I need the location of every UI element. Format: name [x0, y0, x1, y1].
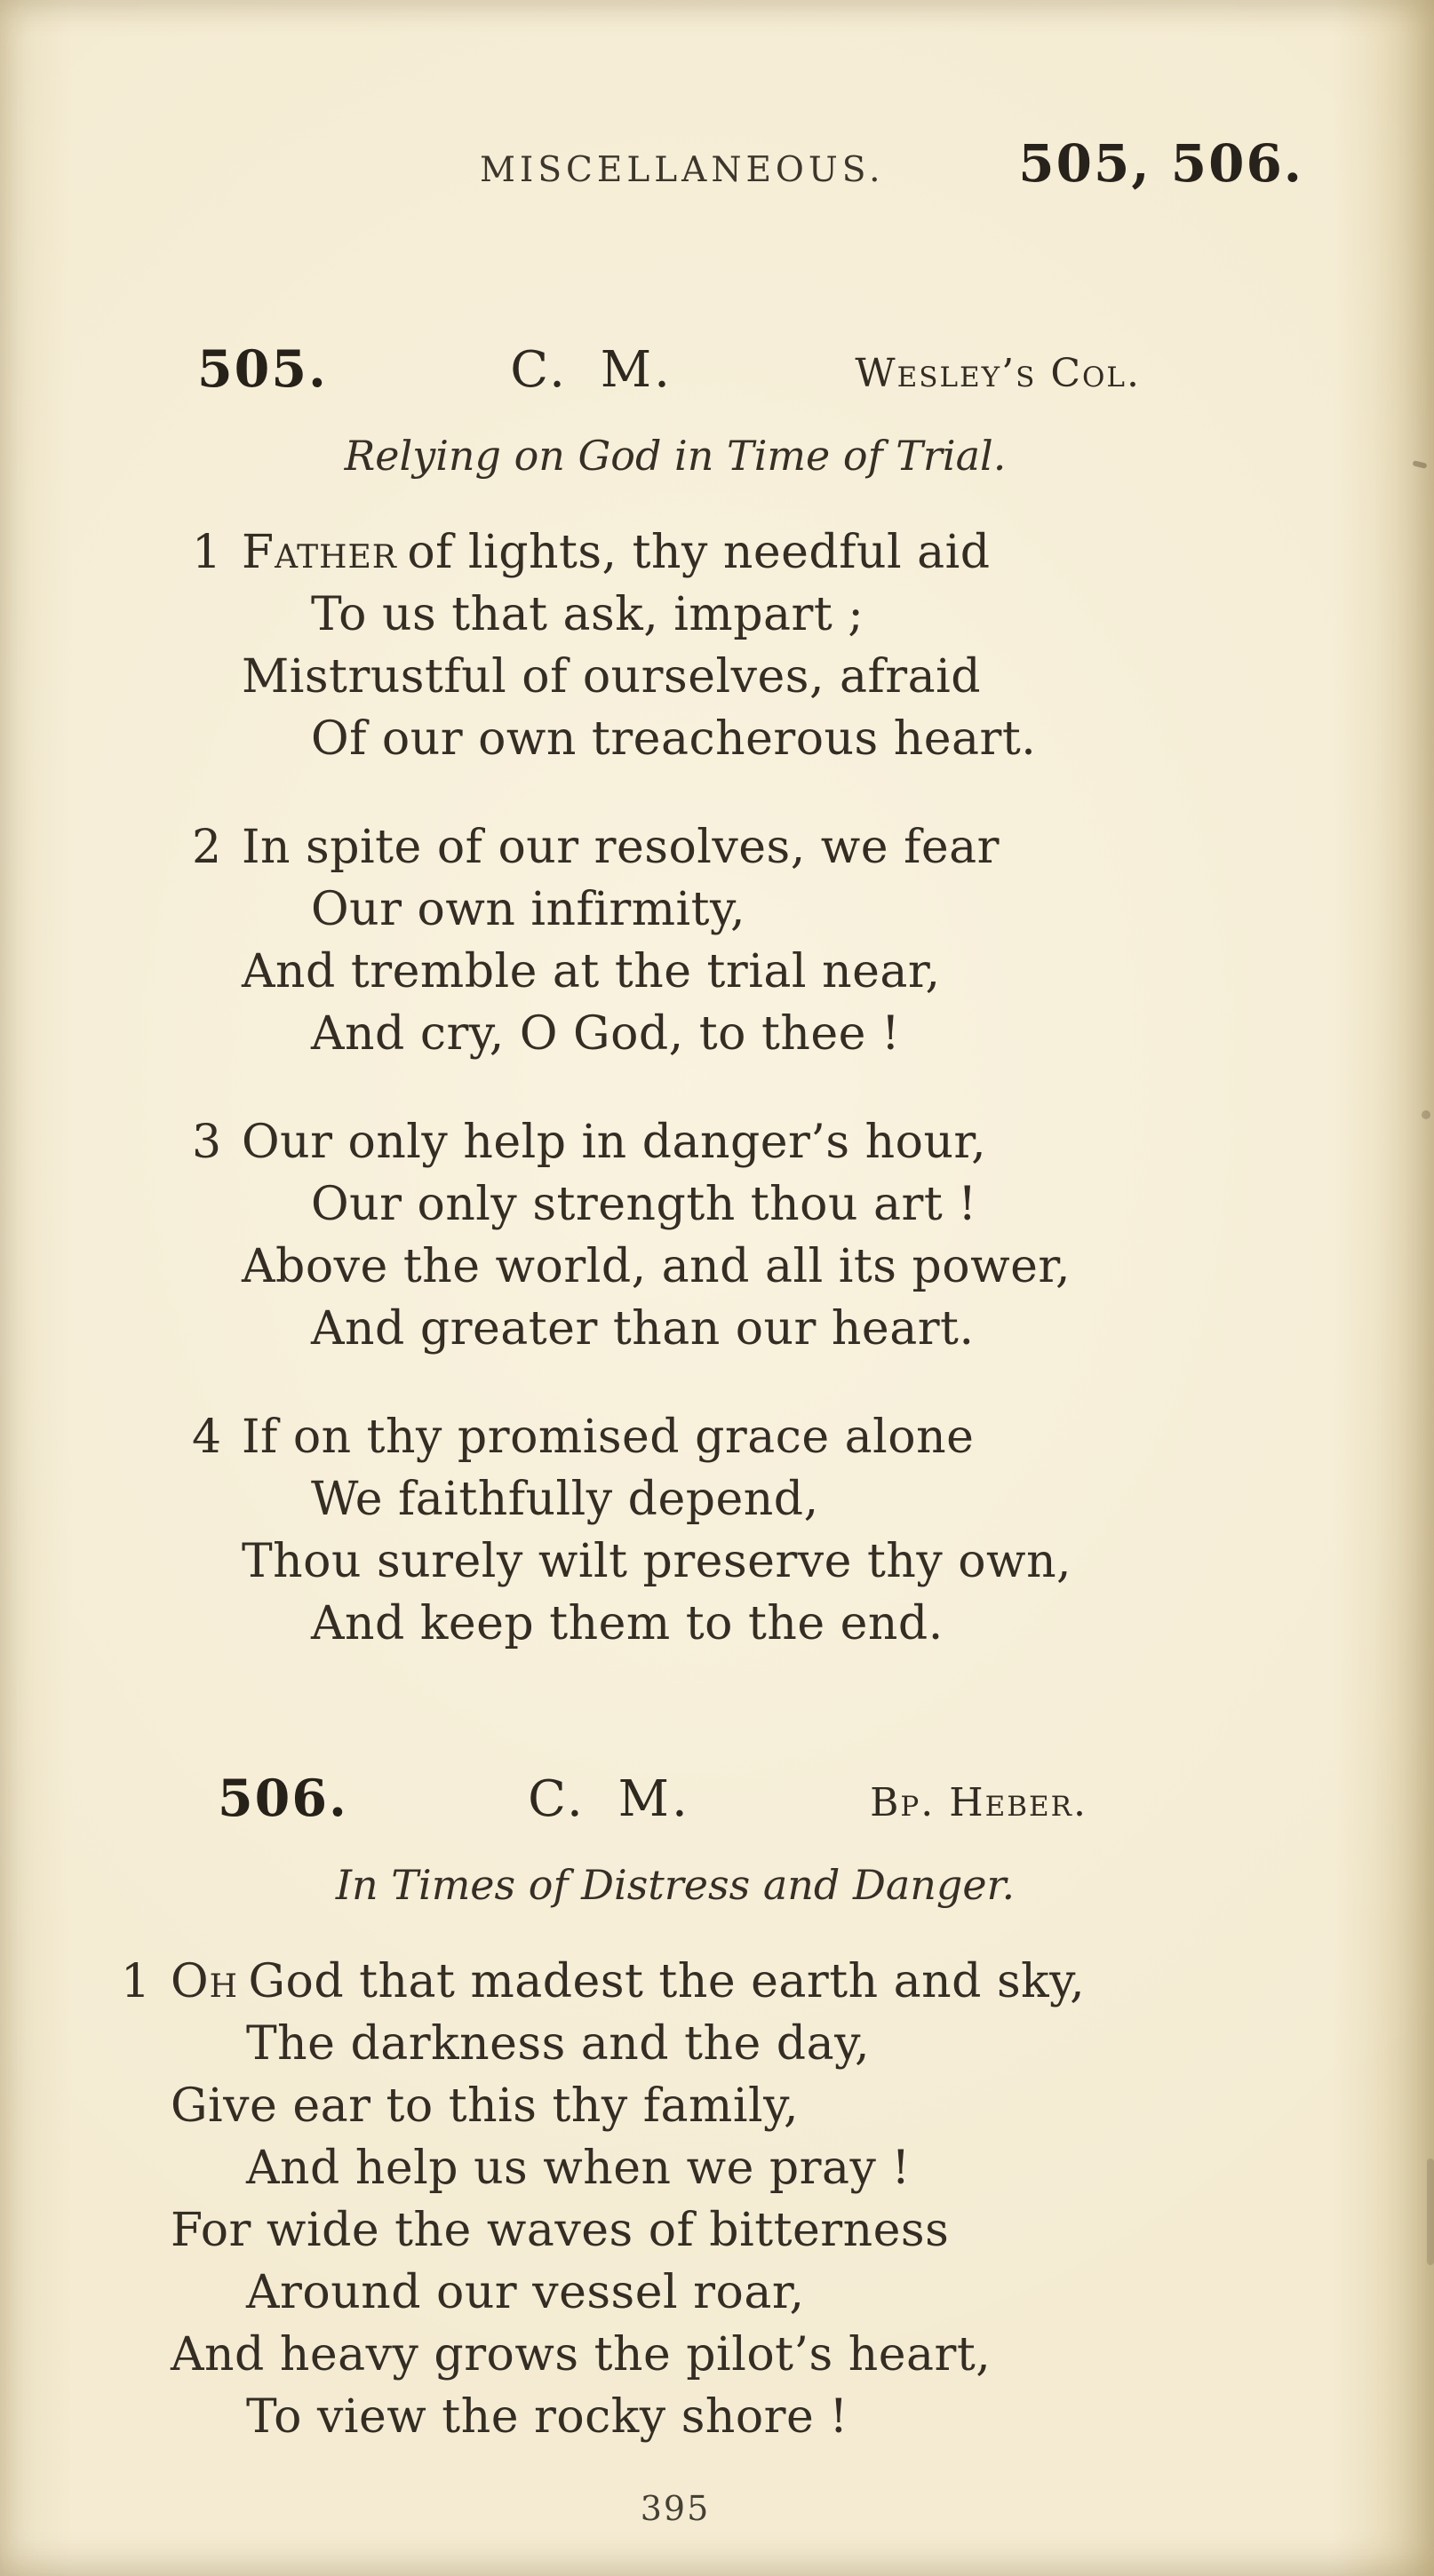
verse-line-text: Our only help in danger’s hour,	[242, 1116, 987, 1169]
verse-number: 2	[192, 821, 222, 874]
hymn-meter: C. M.	[510, 341, 673, 399]
verse-line	[192, 1406, 1434, 1468]
verse-line: And heavy grows the pilot’s heart,	[171, 2328, 992, 2381]
hymn-505-verses	[192, 521, 1434, 1655]
verse-line	[121, 1951, 1434, 2013]
hymn-506-header	[218, 1767, 1087, 1835]
verse-number: 1	[121, 1955, 151, 2008]
verse-number: 4	[192, 1411, 222, 1464]
running-header	[480, 133, 1303, 197]
verse-3	[192, 1111, 1434, 1360]
verse-line: And tremble at the trial near,	[242, 945, 941, 998]
verse-4	[192, 1406, 1434, 1655]
verse-line: And cry, O God, to thee !	[311, 1007, 901, 1061]
lead-word: Father	[242, 526, 397, 579]
verse-line: We faithfully depend,	[311, 1473, 819, 1526]
verse-1	[192, 521, 1434, 770]
hymn-506-verses	[121, 1951, 1434, 2448]
verse-line: Of our own treacherous heart.	[311, 712, 1037, 766]
verse-line-text: In spite of our resolves, we fear	[242, 821, 1000, 874]
verse-line-text: God that madest the earth and sky,	[248, 1955, 1086, 2008]
hymn-attribution: Bp. Heber.	[870, 1780, 1087, 1825]
verse-line: And keep them to the end.	[311, 1597, 944, 1650]
hymn-505-header	[197, 338, 1141, 406]
verse-line-text: of lights, thy needful aid	[407, 526, 991, 579]
verse-line: To view the rocky shore !	[246, 2390, 848, 2444]
hymn-number: 506.	[218, 1769, 348, 1828]
verse-line: Our only strength thou art !	[311, 1178, 977, 1231]
hymn-number: 505.	[197, 339, 328, 399]
verse-line	[192, 816, 1434, 879]
verse-2	[192, 816, 1434, 1065]
scan-artifact	[1422, 1110, 1430, 1119]
verse-line	[192, 1111, 1434, 1173]
verse-line: Our own infirmity,	[311, 883, 746, 936]
hymn-attribution: Wesley’s Col.	[855, 351, 1141, 396]
verse-line: Give ear to this thy family,	[171, 2079, 800, 2133]
hymn-title: Relying on God in Time of Trial.	[344, 432, 1007, 480]
verse-line: Above the world, and all its power,	[242, 1240, 1072, 1293]
verse-1	[121, 1951, 1434, 2448]
verse-line: The darkness and the day,	[246, 2017, 871, 2071]
verse-number: 1	[192, 526, 222, 579]
hymn-505	[0, 338, 1434, 1655]
verse-line: To us that ask, impart ;	[311, 588, 864, 641]
verse-line-text: If on thy promised grace alone	[242, 1411, 975, 1464]
verse-line	[192, 521, 1434, 584]
verse-line: And help us when we pray !	[246, 2142, 911, 2195]
hymn-title: In Times of Distress and Danger.	[335, 1861, 1016, 1909]
hymn-506	[0, 1767, 1434, 2448]
verse-number: 3	[192, 1116, 222, 1169]
verse-line: Around our vessel roar,	[246, 2266, 805, 2319]
verse-line: Thou surely wilt preserve thy own,	[242, 1535, 1072, 1588]
verse-line: For wide the waves of bitterness	[171, 2204, 950, 2257]
verse-line: Mistrustful of ourselves, afraid	[242, 650, 982, 704]
page-number: 395	[640, 2489, 711, 2528]
verse-line: And greater than our heart.	[311, 1302, 975, 1356]
running-header-hymn-numbers: 505, 506.	[1018, 133, 1303, 194]
scan-artifact	[1427, 2159, 1434, 2265]
running-header-title: MISCELLANEOUS.	[480, 150, 885, 190]
lead-word: Oh	[171, 1955, 239, 2008]
hymn-meter: C. M.	[528, 1770, 690, 1828]
